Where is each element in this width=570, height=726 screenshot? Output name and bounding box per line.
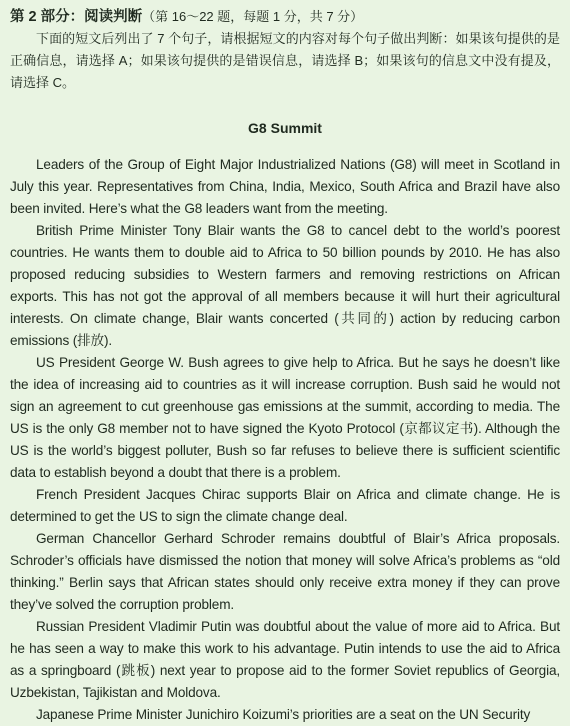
paragraph: Leaders of the Group of Eight Major Industrialized Nations (G8) will meet in Scotland in July this year. Representatives from China, India, Mexico, South Africa and Brazil have also been invited. Here’s what the G8 leaders want from the meeting.: [10, 157, 560, 216]
section-heading: [10, 6, 560, 28]
section-note: （第 16～22 题，每题 1 分，共 7 分）: [142, 9, 364, 24]
paragraph: British Prime Minister Tony Blair wants the G8 to cancel debt to the world’s poorest countries. He wants them to double aid to Africa to 50 billion pounds by 2010. He has also proposed reducing subsidies to Western farmers and removing restrictions on African exports. This has not got the approval of all members because it will hurt their agricultural interests. On climate change, Blair wants concerted (共同的) action by reducing carbon emissions (排放).: [10, 223, 560, 348]
article-body: [10, 154, 560, 726]
article-title: G8 Summit: [248, 120, 322, 136]
paragraph: French President Jacques Chirac supports Blair on Africa and climate change. He is determined to get the US to sign the climate change deal.: [10, 487, 560, 524]
section-label: 第 2 部分：阅读判断: [10, 9, 143, 25]
paragraph: Japanese Prime Minister Junichiro Koizumi’s priorities are a seat on the UN Security: [36, 707, 531, 722]
paragraph: US President George W. Bush agrees to give help to Africa. But he says he doesn’t like the idea of increasing aid to countries as it will increase corruption. Bush said he would not sign an agreement to cut greenhouse gas emissions at the summit, according to media. The US is the only G8 member not to have signed the Kyoto Protocol (京都议定书). Although the US is the world’s biggest polluter, Bush so far refuses to believe there is sufficient scientific data to establish beyond a doubt that there is a problem.: [10, 355, 560, 480]
paragraph: German Chancellor Gerhard Schroder remains doubtful of Blair’s Africa proposals. Schroder’s officials have dismissed the notion that money will solve Africa’s problems as “old thinking.” Berlin says that African states should only receive extra money if they can prove they’ve solved the corruption problem.: [10, 531, 560, 612]
instructions: 下面的短文后列出了 7 个句子，请根据短文的内容对每个句子做出判断：如果该句提供的是正确信息，请选择 A；如果该句提供的是错误信息，请选择 B；如果该句的信息文中没有提及，请选择 C。: [10, 31, 560, 90]
paragraph: Russian President Vladimir Putin was doubtful about the value of more aid to Africa. But he has seen a way to make this work to his advantage. Putin intends to use the aid to Africa as a springboard (跳板) next year to propose aid to the former Soviet republics of Georgia, Uzbekistan, Tajikistan and Moldova.: [10, 619, 560, 700]
